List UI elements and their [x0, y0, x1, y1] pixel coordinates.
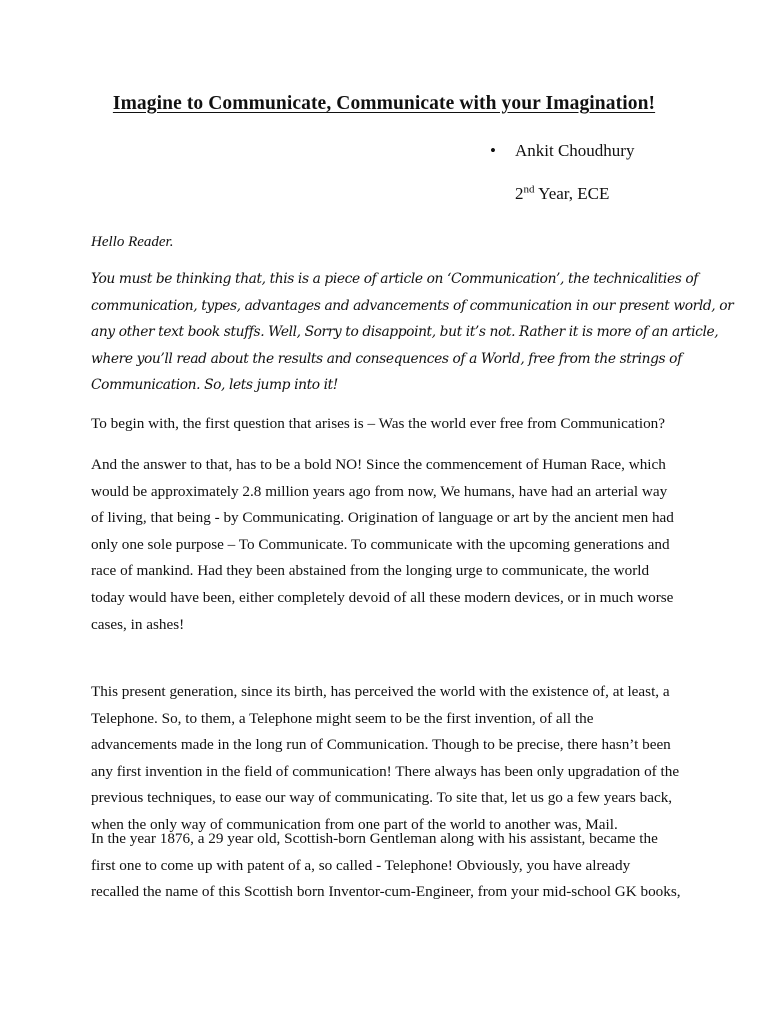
year-rest: Year, ECE [534, 184, 610, 203]
paragraph-line: This present generation, since its birth, has perceived the world with the existence of, at least, a [91, 683, 670, 700]
paragraph-line: Telephone. So, to them, a Telephone might seem to be the first invention, of all the [91, 709, 594, 727]
author-name: Ankit Choudhury [515, 141, 635, 160]
paragraph-generation [91, 679, 691, 839]
paragraph-line: would be approximately 2.8 million years ago from now, We humans, have had an arterial way [91, 482, 668, 500]
paragraph-answer [91, 452, 691, 638]
paragraph-line: cases, in ashes! [91, 615, 185, 633]
paragraph-line: when the only way of communication from one part of the world to another was, Mail. [91, 815, 618, 833]
document-title: Imagine to Communicate, Communicate with your Imagination! [112, 93, 656, 114]
bullet-icon: • [490, 141, 496, 160]
paragraph-line: of living, that being - by Communicating. Origination of language or art by the ancient men had [91, 509, 674, 527]
intro-line: Communication. So, lets jump into it! [91, 377, 338, 394]
year-number: 2 [515, 184, 524, 203]
author-year-line [490, 184, 634, 206]
paragraph-line: any first invention in the field of communication! There always has been only upgradation of the [91, 762, 680, 780]
paragraph-line: race of mankind. Had they been abstained from the longing urge to communicate, the world [91, 562, 650, 580]
paragraph-line: only one sole purpose – To Communicate. To communicate with the upcoming generations and [91, 535, 670, 553]
intro-line: any other text book stuffs. Well, Sorry to disappoint, but it’s not. Rather it is more of an article, [91, 324, 719, 341]
paragraph-line: To begin with, the first question that arises is – Was the world ever free from Communication? [91, 415, 666, 432]
paragraph-line: advancements made in the long run of Communication. Though to be precise, there hasn’t been [91, 736, 671, 754]
year-suffix: nd [523, 183, 535, 196]
intro-line: communication, types, advantages and advancements of communication in our present world, or [91, 297, 734, 314]
paragraph-line: In the year 1876, a 29 year old, Scottish-born Gentleman along with his assistant, became the [91, 830, 658, 847]
author-line [490, 141, 634, 163]
intro-line: You must be thinking that, this is a piece of article on ‘Communication’, the technicalities of [91, 271, 698, 287]
paragraph-line: And the answer to that, has to be a bold NO! Since the commencement of Human Race, which [91, 456, 666, 473]
paragraph-line: today would have been, either completely devoid of all these modern devices, or in much worse [91, 588, 674, 606]
paragraph-line: first one to come up with patent of a, so called - Telephone! Obviously, you have already [91, 856, 631, 874]
greeting: Hello Reader. [91, 234, 174, 250]
author-block [490, 141, 634, 206]
paragraph-telephone [91, 826, 691, 906]
paragraph-line: previous techniques, to ease our way of communicating. To site that, let us go a few years back, [91, 789, 673, 807]
intro-line: where you’ll read about the results and consequences of a World, free from the strings of [91, 350, 682, 367]
paragraph-question [91, 411, 691, 438]
intro-paragraph [91, 266, 734, 399]
paragraph-line: recalled the name of this Scottish born Inventor-cum-Engineer, from your mid-school GK books, [91, 883, 681, 901]
